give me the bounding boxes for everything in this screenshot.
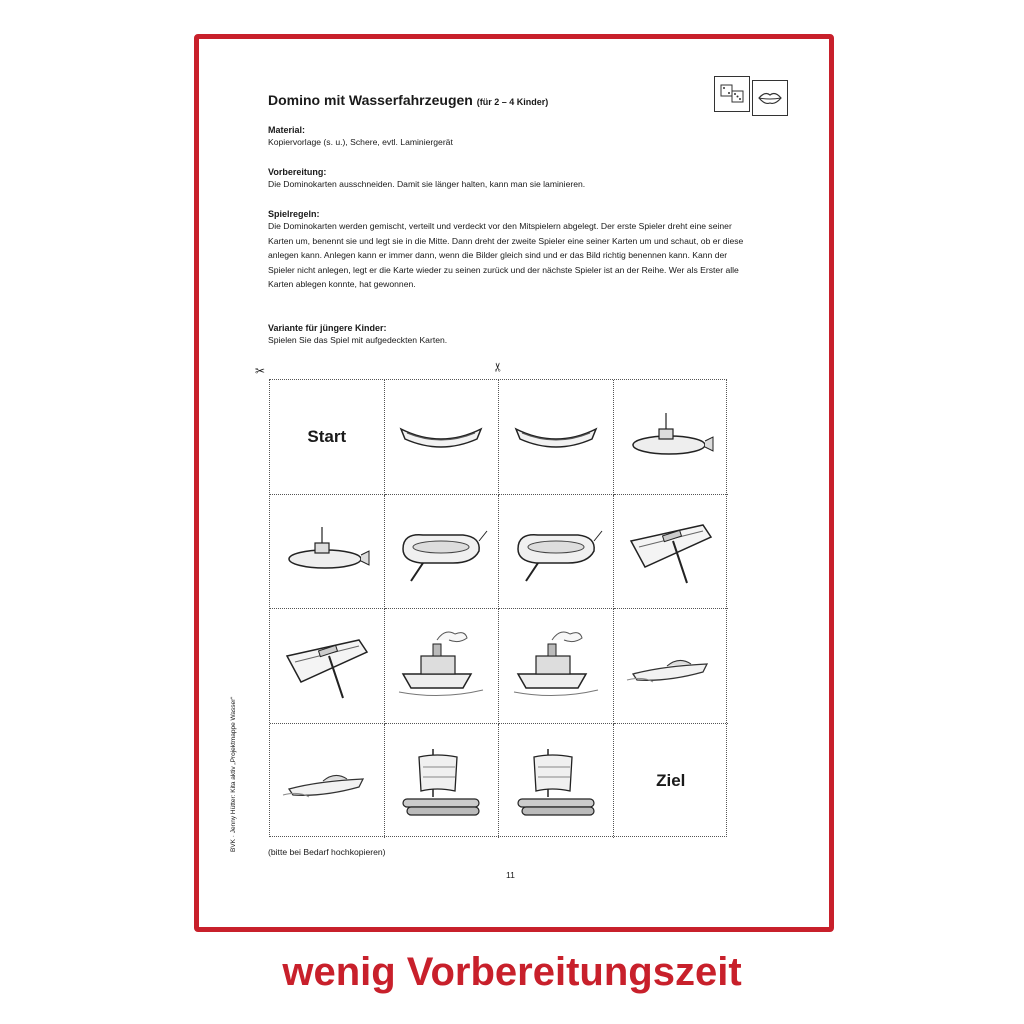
- domino-card: [499, 609, 614, 724]
- speedboat-icon: [623, 626, 719, 706]
- domino-card: [385, 495, 500, 610]
- grid-note: (bitte bei Bedarf hochkopieren): [268, 847, 386, 857]
- domino-card: [614, 495, 729, 610]
- domino-card: [499, 495, 614, 610]
- section-text: Kopiervorlage (s. u.), Schere, evtl. Laminiergerät: [268, 137, 453, 147]
- caption: wenig Vorbereitungszeit: [282, 950, 742, 994]
- section-text: Die Dominokarten ausschneiden. Damit sie länger halten, kann man sie laminieren.: [268, 179, 586, 189]
- domino-card: [270, 495, 385, 610]
- domino-card: [270, 380, 385, 495]
- raft-icon: [393, 741, 489, 821]
- canoe-icon: [508, 397, 604, 477]
- rubber-dinghy-icon: [393, 511, 489, 591]
- page-title: [268, 92, 548, 108]
- page-number: 11: [506, 870, 515, 880]
- mouth-icon: [752, 80, 788, 116]
- steamboat-icon: [393, 626, 489, 706]
- submarine-icon: [279, 511, 375, 591]
- domino-card: [614, 380, 729, 495]
- domino-card: [385, 724, 500, 839]
- domino-card: [270, 724, 385, 839]
- section-heading: Material:: [268, 125, 306, 135]
- section-heading: Spielregeln:: [268, 209, 320, 219]
- domino-card: [499, 724, 614, 839]
- category-icons: [714, 74, 790, 114]
- canoe-icon: [393, 397, 489, 477]
- title-text: Domino mit Wasserfahrzeugen: [268, 92, 473, 108]
- domino-grid: [269, 379, 727, 837]
- domino-card: [385, 609, 500, 724]
- scissors-icon: ✂: [491, 361, 506, 373]
- title-subtitle: (für 2 – 4 Kinder): [476, 97, 549, 107]
- rowboat-icon: [623, 511, 719, 591]
- section-text: Die Dominokarten werden gemischt, verteilt und verdeckt vor den Mitspielern abgelegt. Der erste Spieler dreht eine seiner Karten um, benennt sie und legt sie in die Mitte. Dann dreht der zweite Spieler eine seiner Karten um und schaut, ob er diese anlegen kann. Anlegen kann er immer dann, wenn die Bilder gleich sind und er das Bild richtig benennen kann. Kann der Spieler nicht anlegen, legt er die Karte wieder zu seinen zurück und der nächste Spieler ist an der Reihe. Wer als Erster alle Karten ablegen konnte, hat gewonnen.: [268, 221, 744, 289]
- sidebar-credit: BVK · Jenny Hütter: Kita aktiv „Projektmappe Wasser“: [230, 696, 237, 852]
- speedboat-icon: [279, 741, 375, 821]
- domino-card: [499, 380, 614, 495]
- domino-card: [614, 724, 729, 839]
- dice-icon: [714, 76, 750, 112]
- rowboat-icon: [279, 626, 375, 706]
- raft-icon: [508, 741, 604, 821]
- domino-card: [270, 609, 385, 724]
- submarine-icon: [623, 397, 719, 477]
- domino-card: [385, 380, 500, 495]
- steamboat-icon: [508, 626, 604, 706]
- section-variant: [268, 323, 748, 348]
- section-text: Spielen Sie das Spiel mit aufgedeckten Karten.: [268, 335, 448, 345]
- scissors-icon: ✂: [255, 364, 266, 378]
- section-heading: Variante für jüngere Kinder:: [268, 323, 387, 333]
- section-rules: [268, 209, 746, 292]
- card-label: Start: [307, 426, 347, 446]
- section-material: [268, 125, 748, 150]
- section-heading: Vorbereitung:: [268, 167, 327, 177]
- section-preparation: [268, 167, 748, 192]
- rubber-dinghy-icon: [508, 511, 604, 591]
- domino-card: [614, 609, 729, 724]
- card-label: Ziel: [656, 770, 686, 790]
